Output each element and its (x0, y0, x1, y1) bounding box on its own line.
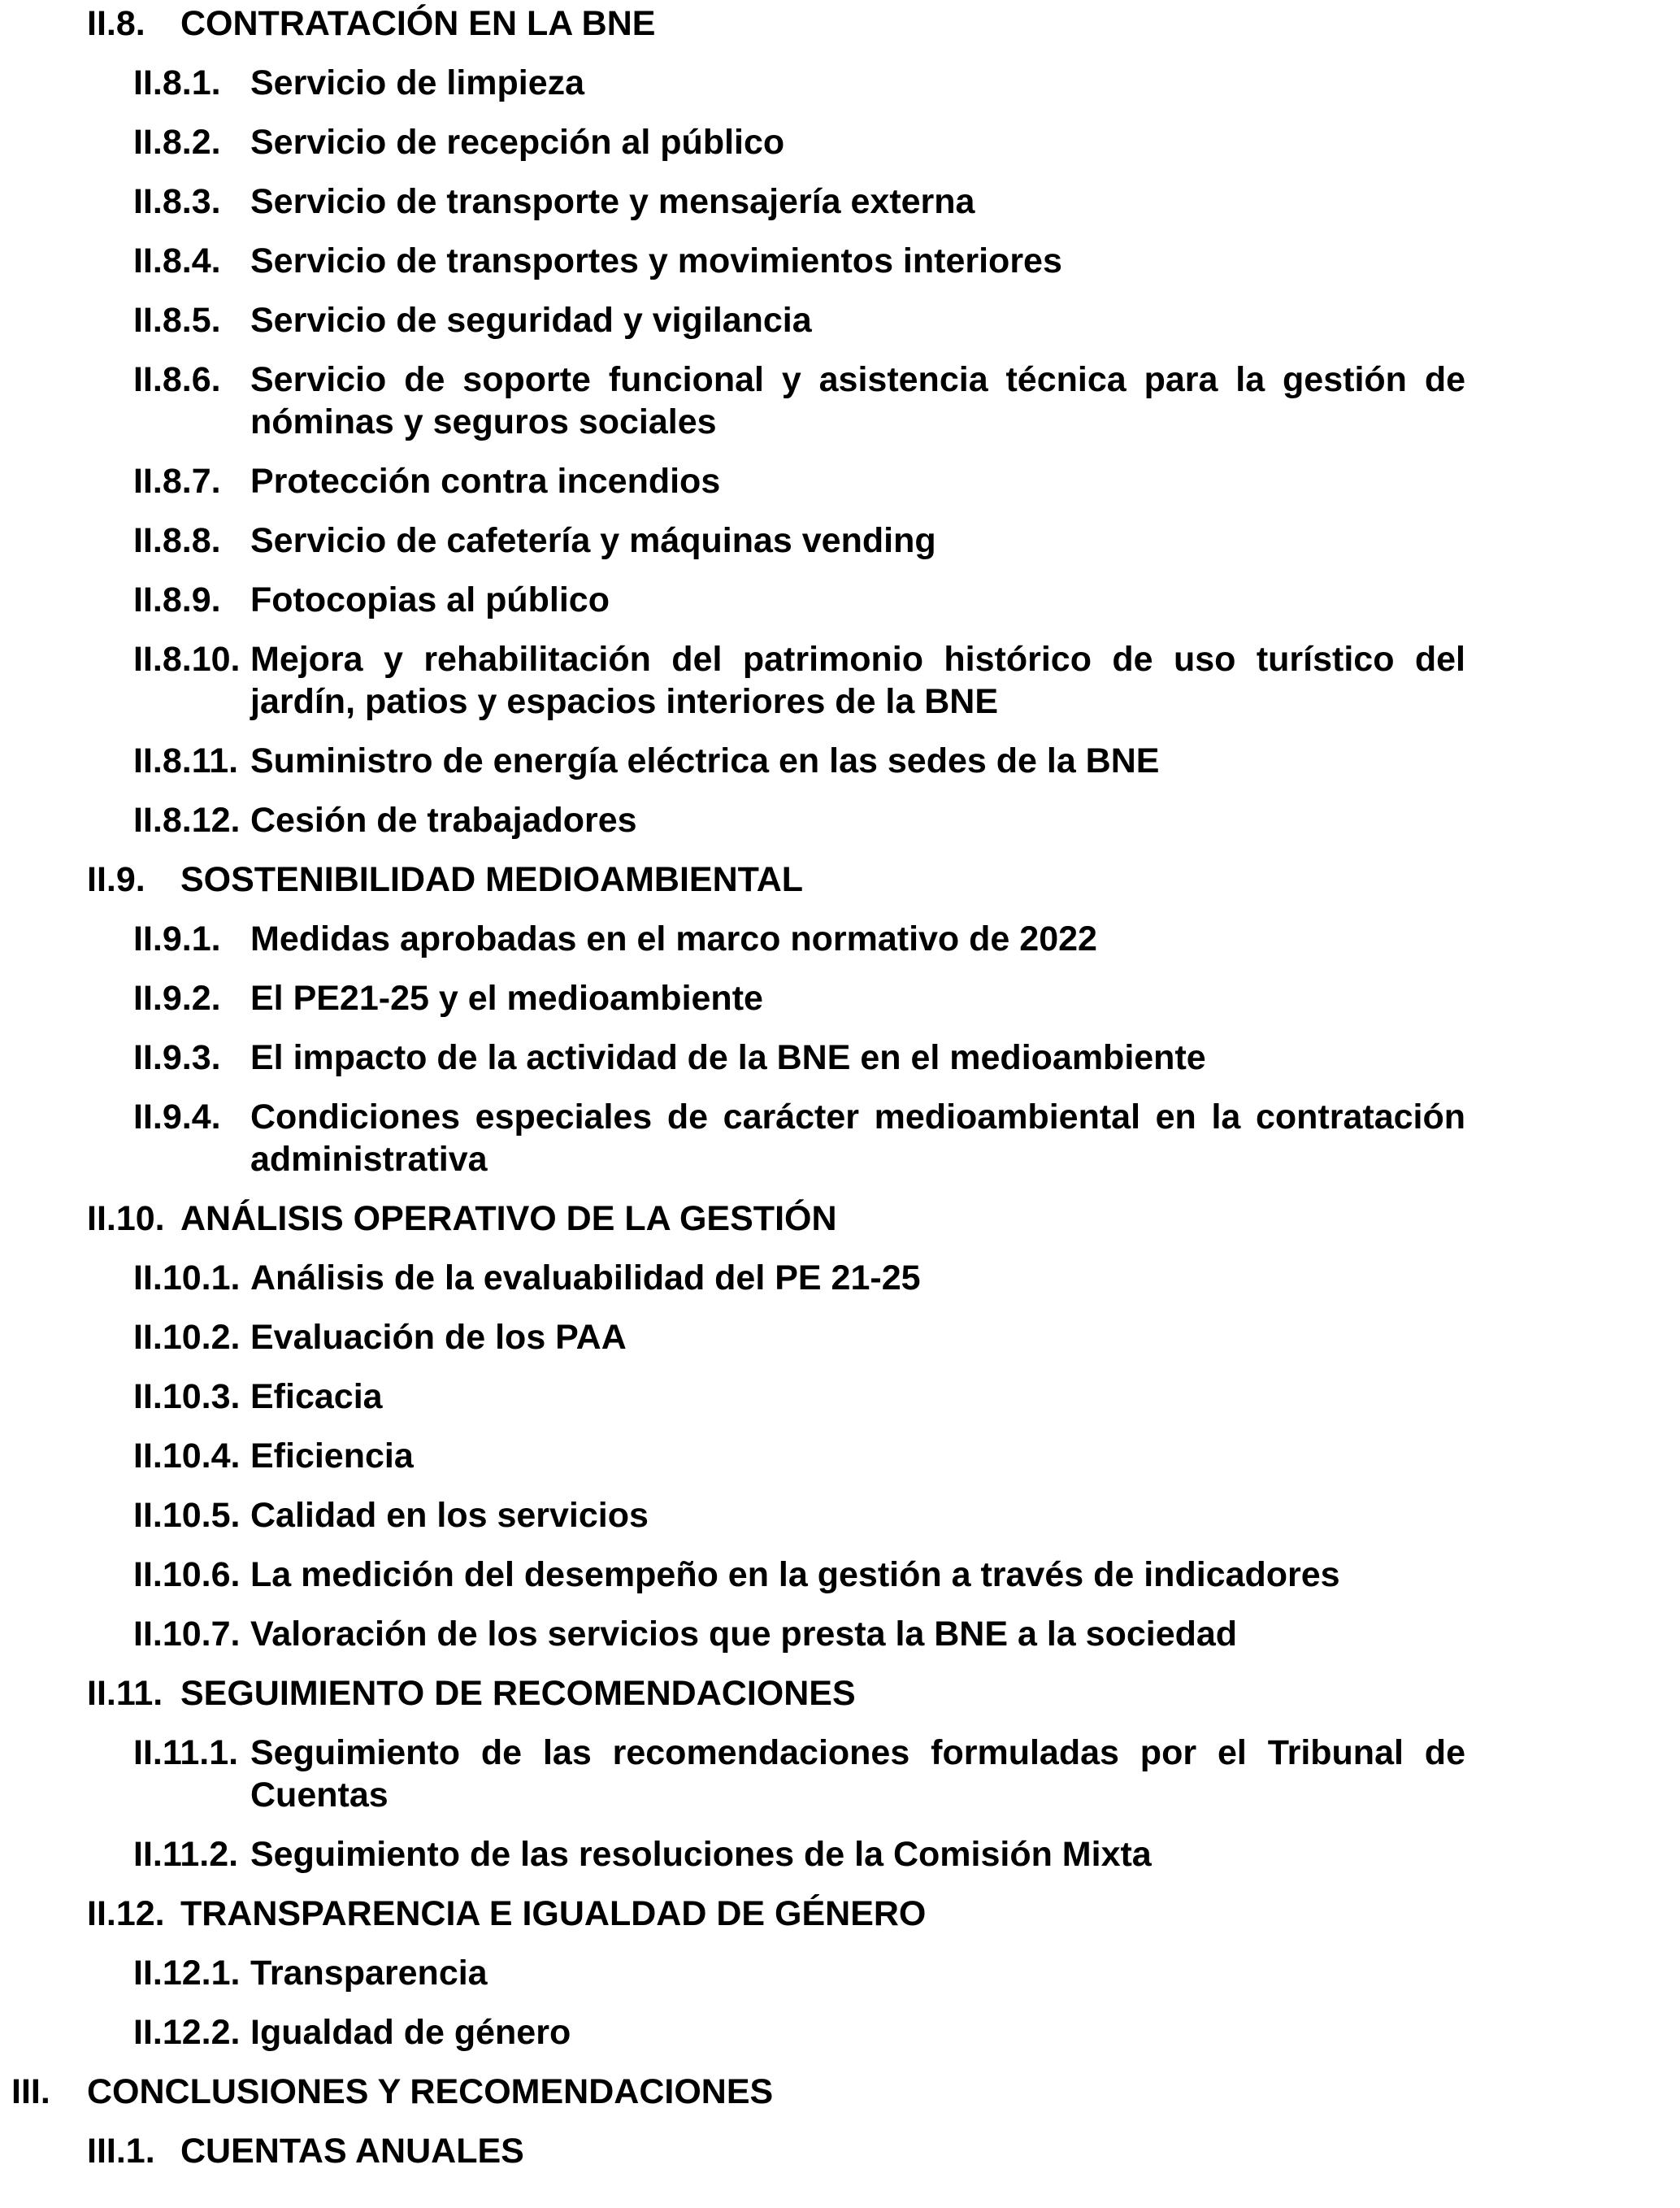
toc-entry-number: II.11.1. (133, 1733, 239, 1772)
toc-entry (0, 799, 1465, 841)
toc-entry (0, 240, 1465, 282)
toc-entry (0, 2011, 1465, 2054)
toc-entry (0, 1376, 1465, 1418)
toc-entry (0, 1613, 1465, 1655)
toc-entry-title: Mejora y rehabilitación del patrimonio histórico de uso turístico del jardín, patios y espacios interiores de la BNE (250, 640, 1465, 721)
toc-entry-number: II.10.5. (133, 1496, 241, 1535)
toc-entry-number: II.8.4. (133, 241, 221, 280)
toc-entry-title: Protección contra incendios (250, 462, 721, 501)
toc-entry-title: Servicio de transporte y mensajería externa (250, 182, 975, 221)
toc-entry-number: II.8.10. (133, 640, 241, 679)
toc-entry-title: El impacto de la actividad de la BNE en el medioambiente (250, 1038, 1206, 1077)
toc-entry-number: II.10.2. (133, 1318, 241, 1357)
toc-entry-title: Servicio de limpieza (250, 63, 585, 102)
toc-entry-title: Seguimiento de las resoluciones de la Comisión Mixta (250, 1835, 1152, 1874)
toc-entry-title: Servicio de transportes y movimientos interiores (250, 241, 1062, 280)
toc-entry (0, 1554, 1465, 1596)
toc-entry-number: II.8. (87, 4, 145, 43)
toc-entry (0, 519, 1465, 562)
toc-entry-number: II.8.9. (133, 580, 221, 619)
toc-entry (0, 1893, 1465, 1935)
toc-entry (0, 1316, 1465, 1358)
toc-entry-number: II.9.1. (133, 919, 221, 958)
toc-entry-title: El PE21-25 y el medioambiente (250, 979, 763, 1018)
toc-entry (0, 638, 1465, 723)
toc-entry (0, 299, 1465, 341)
toc-entry (0, 858, 1465, 901)
toc-entry-number: III. (11, 2072, 50, 2111)
toc-entry-title: Servicio de cafetería y máquinas vending (250, 521, 936, 560)
toc-entry-number: II.9.2. (133, 979, 221, 1018)
toc-entry (0, 1435, 1465, 1477)
toc-entry (0, 1952, 1465, 1994)
toc-entry-title: Servicio de recepción al público (250, 123, 785, 162)
toc-entry (0, 2130, 1465, 2172)
toc-entry (0, 121, 1465, 163)
toc-entry-number: II.8.6. (133, 360, 221, 399)
toc-entry-number: II.12.2. (133, 2013, 241, 2052)
toc-entry-title: ANÁLISIS OPERATIVO DE LA GESTIÓN (180, 1199, 837, 1238)
toc-entry (0, 460, 1465, 502)
toc-entry-number: II.10.7. (133, 1615, 241, 1654)
toc-entry-number: II.9.4. (133, 1097, 221, 1137)
toc-entry (0, 977, 1465, 1019)
toc-entry-title: Eficiencia (250, 1437, 414, 1476)
toc-entry (0, 740, 1465, 782)
toc-entry-number: II.9.3. (133, 1038, 221, 1077)
toc-entry-number: II.8.3. (133, 182, 221, 221)
toc-entry-number: III.1. (87, 2132, 155, 2171)
toc-entry-title: Transparencia (250, 1954, 488, 1993)
toc-entry-title: Fotocopias al público (250, 580, 610, 619)
toc-entry (0, 2, 1465, 45)
toc-entry-number: II.10.1. (133, 1258, 241, 1297)
toc-entry-title: Evaluación de los PAA (250, 1318, 627, 1357)
toc-entry (0, 1037, 1465, 1079)
toc-entry-number: II.8.8. (133, 521, 221, 560)
toc-entry-number: II.8.11. (133, 741, 239, 780)
toc-entry-title: CONCLUSIONES Y RECOMENDACIONES (87, 2072, 774, 2111)
toc-entry-title: Condiciones especiales de carácter medioambiental en la contratación administrativa (250, 1097, 1465, 1179)
toc-entry-number: II.8.7. (133, 462, 221, 501)
toc-entry (0, 62, 1465, 104)
toc-entry-title: SOSTENIBILIDAD MEDIOAMBIENTAL (180, 860, 804, 899)
toc-entry-number: II.8.2. (133, 123, 221, 162)
toc-entry (0, 1096, 1465, 1180)
toc-entry-title: SEGUIMIENTO DE RECOMENDACIONES (180, 1674, 856, 1713)
toc-entry (0, 2071, 1465, 2113)
toc-entry (0, 1732, 1465, 1816)
toc-entry-number: II.10. (87, 1199, 165, 1238)
toc-entry-number: II.11.2. (133, 1835, 239, 1874)
toc-entry-title: Análisis de la evaluabilidad del PE 21-25 (250, 1258, 921, 1297)
toc-entry (0, 180, 1465, 223)
toc-entry-number: II.10.4. (133, 1437, 241, 1476)
toc-entry-number: II.12. (87, 1894, 165, 1933)
toc-entry-number: II.10.6. (133, 1555, 241, 1594)
toc-entry-title: Servicio de seguridad y vigilancia (250, 301, 812, 340)
toc-entry-number: II.8.5. (133, 301, 221, 340)
toc-entry-number: II.8.1. (133, 63, 221, 102)
toc-entry (0, 359, 1465, 443)
toc-entry-number: II.12.1. (133, 1954, 241, 1993)
toc-entry-number: II.8.12. (133, 801, 241, 840)
toc-entry-title: Servicio de soporte funcional y asistencia técnica para la gestión de nóminas y seguros sociales (250, 360, 1465, 441)
toc-entry (0, 1672, 1465, 1715)
toc-entry-title: Seguimiento de las recomendaciones formuladas por el Tribunal de Cuentas (250, 1733, 1465, 1815)
toc-entry (0, 1197, 1465, 1240)
toc-entry-title: Suministro de energía eléctrica en las sedes de la BNE (250, 741, 1160, 780)
toc-entry (0, 918, 1465, 960)
toc-entry-number: II.10.3. (133, 1377, 241, 1416)
toc-entry-title: Calidad en los servicios (250, 1496, 649, 1535)
toc-entry-title: Eficacia (250, 1377, 383, 1416)
toc-entry-title: TRANSPARENCIA E IGUALDAD DE GÉNERO (180, 1894, 927, 1933)
toc-entry-number: II.9. (87, 860, 145, 899)
toc-entry-title: Valoración de los servicios que presta la BNE a la sociedad (250, 1615, 1238, 1654)
toc-entry (0, 1833, 1465, 1875)
table-of-contents (0, 2, 1465, 2189)
toc-entry-title: Igualdad de género (250, 2013, 571, 2052)
toc-entry-title: CONTRATACIÓN EN LA BNE (180, 4, 656, 43)
toc-entry-title: CUENTAS ANUALES (180, 2132, 524, 2171)
toc-entry-title: Medidas aprobadas en el marco normativo de 2022 (250, 919, 1097, 958)
toc-entry-title: Cesión de trabajadores (250, 801, 637, 840)
toc-entry (0, 579, 1465, 621)
toc-entry-number: II.11. (87, 1674, 163, 1713)
toc-entry (0, 1494, 1465, 1536)
toc-entry-title: La medición del desempeño en la gestión a través de indicadores (250, 1555, 1340, 1594)
toc-entry (0, 1257, 1465, 1299)
